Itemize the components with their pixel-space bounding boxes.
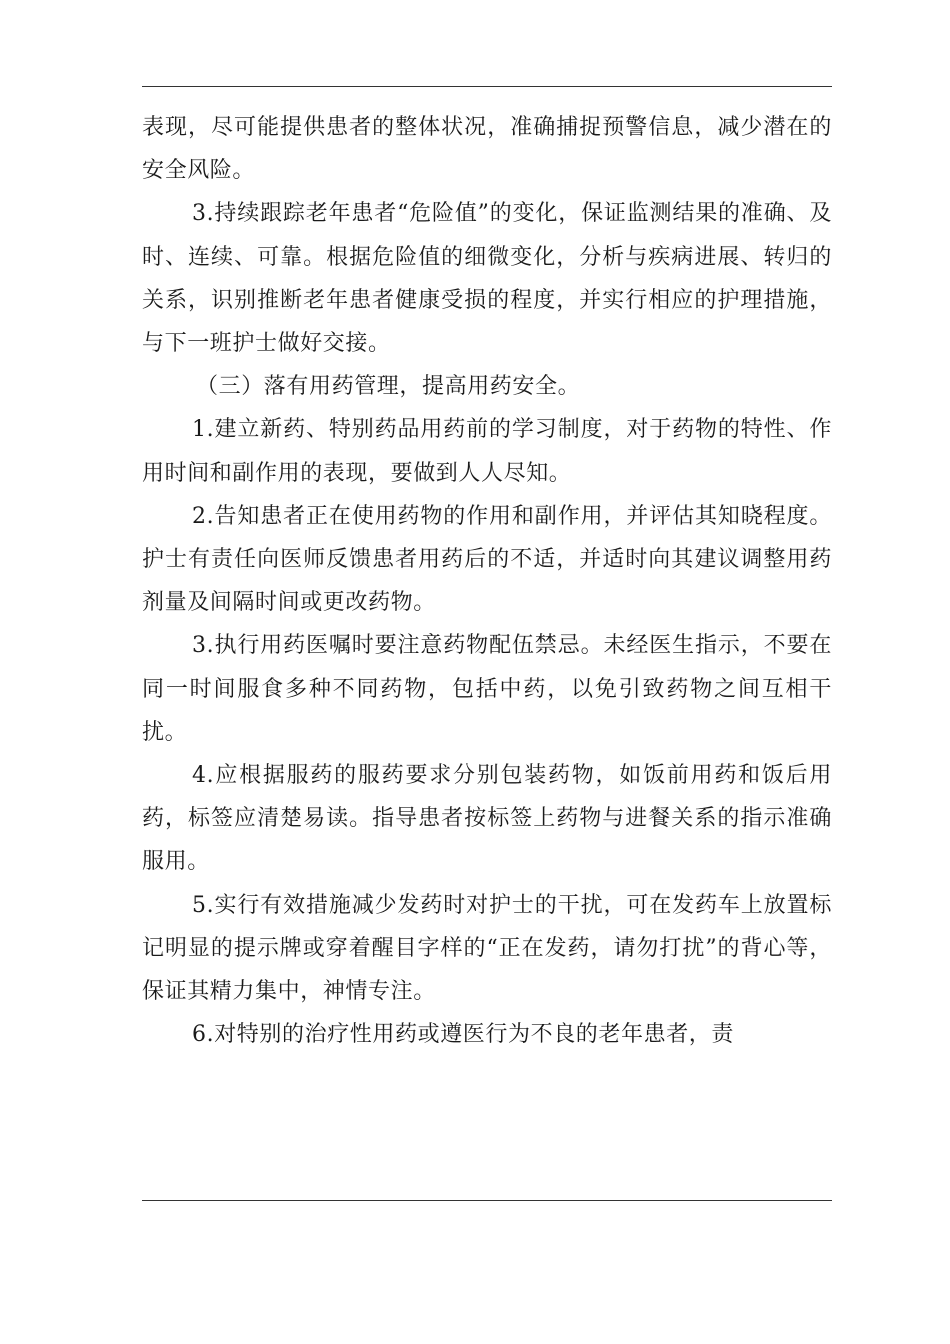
paragraph-item-4: 4.应根据服药的服药要求分别包装药物，如饭前用药和饭后用药，标签应清楚易读。指导患者按标签上药物与进餐关系的指示准确服用。 (142, 763, 832, 875)
paragraph-item-1: 1.建立新药、特别药品用药前的学习制度，对于药物的特性、作用时间和副作用的表现，要做到人人尽知。 (142, 417, 832, 486)
header-rule (142, 86, 832, 87)
document-body (142, 106, 832, 1056)
section-heading-medication: （三）落有用药管理，提高用药安全。 (196, 374, 581, 400)
paragraph-item-3: 3.执行用药医嘱时要注意药物配伍禁忌。未经医生指示，不要在同一时间服食多种不同药物，包括中药，以免引致药物之间互相干扰。 (142, 633, 832, 745)
paragraph-item-5: 5.实行有效措施减少发药时对护士的干扰，可在发药车上放置标记明显的提示牌或穿着醒目字样的“正在发药，请勿打扰”的背心等，保证其精力集中，神情专注。 (142, 892, 832, 1005)
paragraph-item-2: 2.告知患者正在使用药物的作用和副作用，并评估其知晓程度。护士有责任向医师反馈患者用药后的不适，并适时向其建议调整用药剂量及间隔时间或更改药物。 (142, 503, 832, 616)
paragraph-item-3-risk-values: 3.持续跟踪老年患者“危险值”的变化，保证监测结果的准确、及时、连续、可靠。根据危险值的细微变化，分析与疾病进展、转归的关系，识别推断老年患者健康受损的程度，并实行相应的护理措施，与下一班护士做好交接。 (142, 201, 832, 357)
paragraph-continuation: 表现，尽可能提供患者的整体状况，准确捕捉预警信息，减少潜在的安全风险。 (142, 115, 832, 184)
footer-rule (142, 1200, 832, 1201)
paragraph-item-6: 6.对特别的治疗性用药或遵医行为不良的老年患者，责 (192, 1022, 734, 1048)
